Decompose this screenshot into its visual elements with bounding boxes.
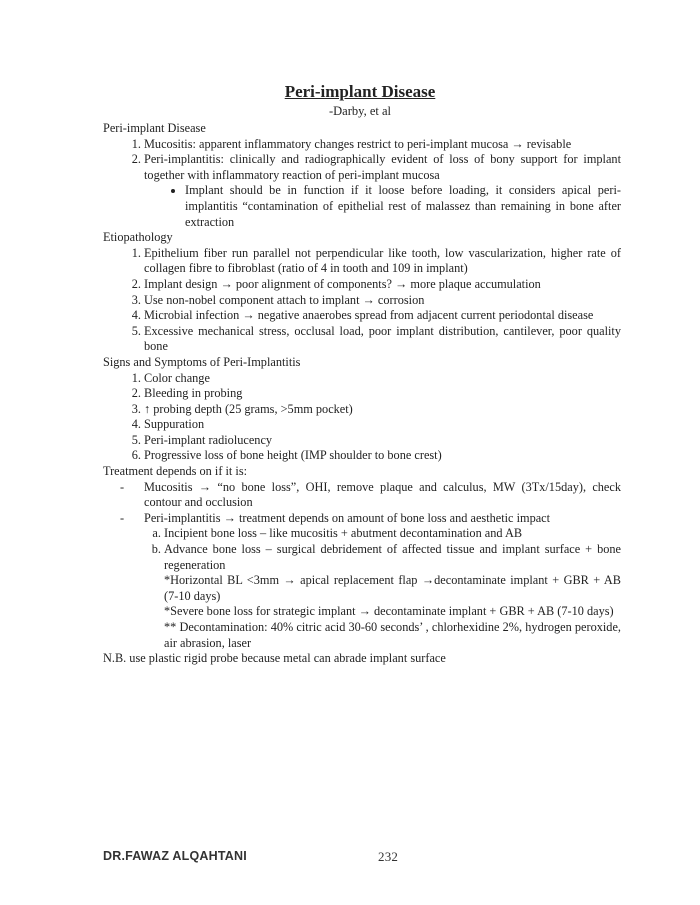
- list-item: 2. Bleeding in probing: [144, 386, 621, 402]
- bullet-item: • Implant should be in function if it loose before loading, it considers apical peri-implantitis “contamination of epithelial rest of malassez than remaining in bone after extraction: [185, 183, 621, 230]
- list-item: 4. Microbial infection → negative anaerobes spread from adjacent current periodontal disease: [144, 308, 621, 324]
- page-footer: [103, 849, 623, 865]
- list-item: 5. Peri-implant radiolucency: [144, 433, 621, 449]
- list-item: a. Incipient bone loss – like mucositis + abutment decontamination and AB: [164, 526, 621, 542]
- list-item: 1. Color change: [144, 371, 621, 387]
- etiopathology-list: [103, 246, 621, 355]
- list-item: b. Advance bone loss – surgical debridement of affected tissue and implant surface + bone regeneration *Horizontal BL <3mm → apical replacement flap →decontaminate implant + GBR + AB (7-10 days) *Severe bone loss for strategic implant → decontaminate implant + GBR + AB (7-10 days) ** Decontamination: 40% citric acid 30-60 seconds’ , chlorhexidine 2%, hydrogen peroxide, air abrasion, laser: [164, 542, 621, 651]
- list-item: 1. Epithelium fiber run parallel not perpendicular like tooth, low vascularization, higher rate of collagen fibre to fibroblast (ratio of 4 in tooth and 109 in implant): [144, 246, 621, 277]
- signs-list: [103, 371, 621, 465]
- section-heading-etiopathology: Etiopathology: [103, 230, 173, 245]
- sub-bullet-list: [144, 183, 621, 230]
- nb-note: N.B. use plastic rigid probe because metal can abrade implant surface: [103, 651, 446, 666]
- page-subtitle: -Darby, et al: [328, 104, 391, 118]
- note-decontamination: ** Decontamination: 40% citric acid 30-60 seconds’ , chlorhexidine 2%, hydrogen peroxide, air abrasion, laser: [164, 620, 621, 650]
- section-heading-signs: Signs and Symptoms of Peri-Implantitis: [103, 354, 301, 369]
- list-item: 2. Peri-implantitis: clinically and radiographically evident of loss of bony support for implant together with inflammatory reaction of peri-implant mucosa • Implant should be in function if it loose before loading, it considers apical peri-implantitis “contamination of epithelial rest of malassez than remaining in bone after extraction: [144, 152, 621, 230]
- footer-author: DR.FAWAZ ALQAHTANI: [103, 849, 247, 863]
- page-number: 232: [378, 849, 399, 864]
- list-item: 4. Suppuration: [144, 417, 621, 433]
- note-horizontal-bl: *Horizontal BL <3mm → apical replacement flap →decontaminate implant + GBR + AB (7-10 days): [164, 573, 621, 603]
- section-heading-treatment: Treatment depends on if it is:: [103, 464, 248, 479]
- bone-loss-list: [144, 526, 621, 651]
- document-body: [103, 121, 621, 667]
- section-heading-peri-implant: Peri-implant Disease: [103, 121, 206, 135]
- list-item: 6. Progressive loss of bone height (IMP shoulder to bone crest): [144, 448, 621, 464]
- list-item: 5. Excessive mechanical stress, occlusal load, poor implant distribution, cantilever, poor quality bone: [144, 324, 621, 355]
- list-item: 1. Mucositis: apparent inflammatory changes restrict to peri-implant mucosa → revisable: [144, 137, 621, 153]
- list-item: 3. ↑ probing depth (25 grams, >5mm pocket): [144, 402, 621, 418]
- note-severe-bone-loss: *Severe bone loss for strategic implant → decontaminate implant + GBR + AB (7-10 days): [164, 604, 614, 619]
- list-item: 2. Implant design → poor alignment of components? → more plaque accumulation: [144, 277, 621, 293]
- page-title: Peri-implant Disease: [284, 82, 436, 101]
- treatment-list: [103, 480, 621, 652]
- list-item: 3. Use non-nobel component attach to implant → corrosion: [144, 293, 621, 309]
- peri-implant-list: [103, 137, 621, 231]
- list-item: - Peri-implantitis → treatment depends on amount of bone loss and aesthetic impact a. Incipient bone loss – like mucositis + abutment decontamination and AB b. Advance bone loss – surgical debridement of affected tissue and implant surface + bone regeneration *Horizontal BL <3mm → apical replacement flap →decontaminate implant + GBR + AB (7-10 days) *Severe bone loss for strategic implant → decontaminate implant + GBR + AB (7-10 days) ** Decontamination: 40% citric acid 30-60 seconds’ , chlorhexidine 2%, hydrogen peroxide, air abrasion, laser: [144, 511, 621, 651]
- list-item: - Mucositis → “no bone loss”, OHI, remove plaque and calculus, MW (3Tx/15day), check contour and occlusion: [144, 480, 621, 511]
